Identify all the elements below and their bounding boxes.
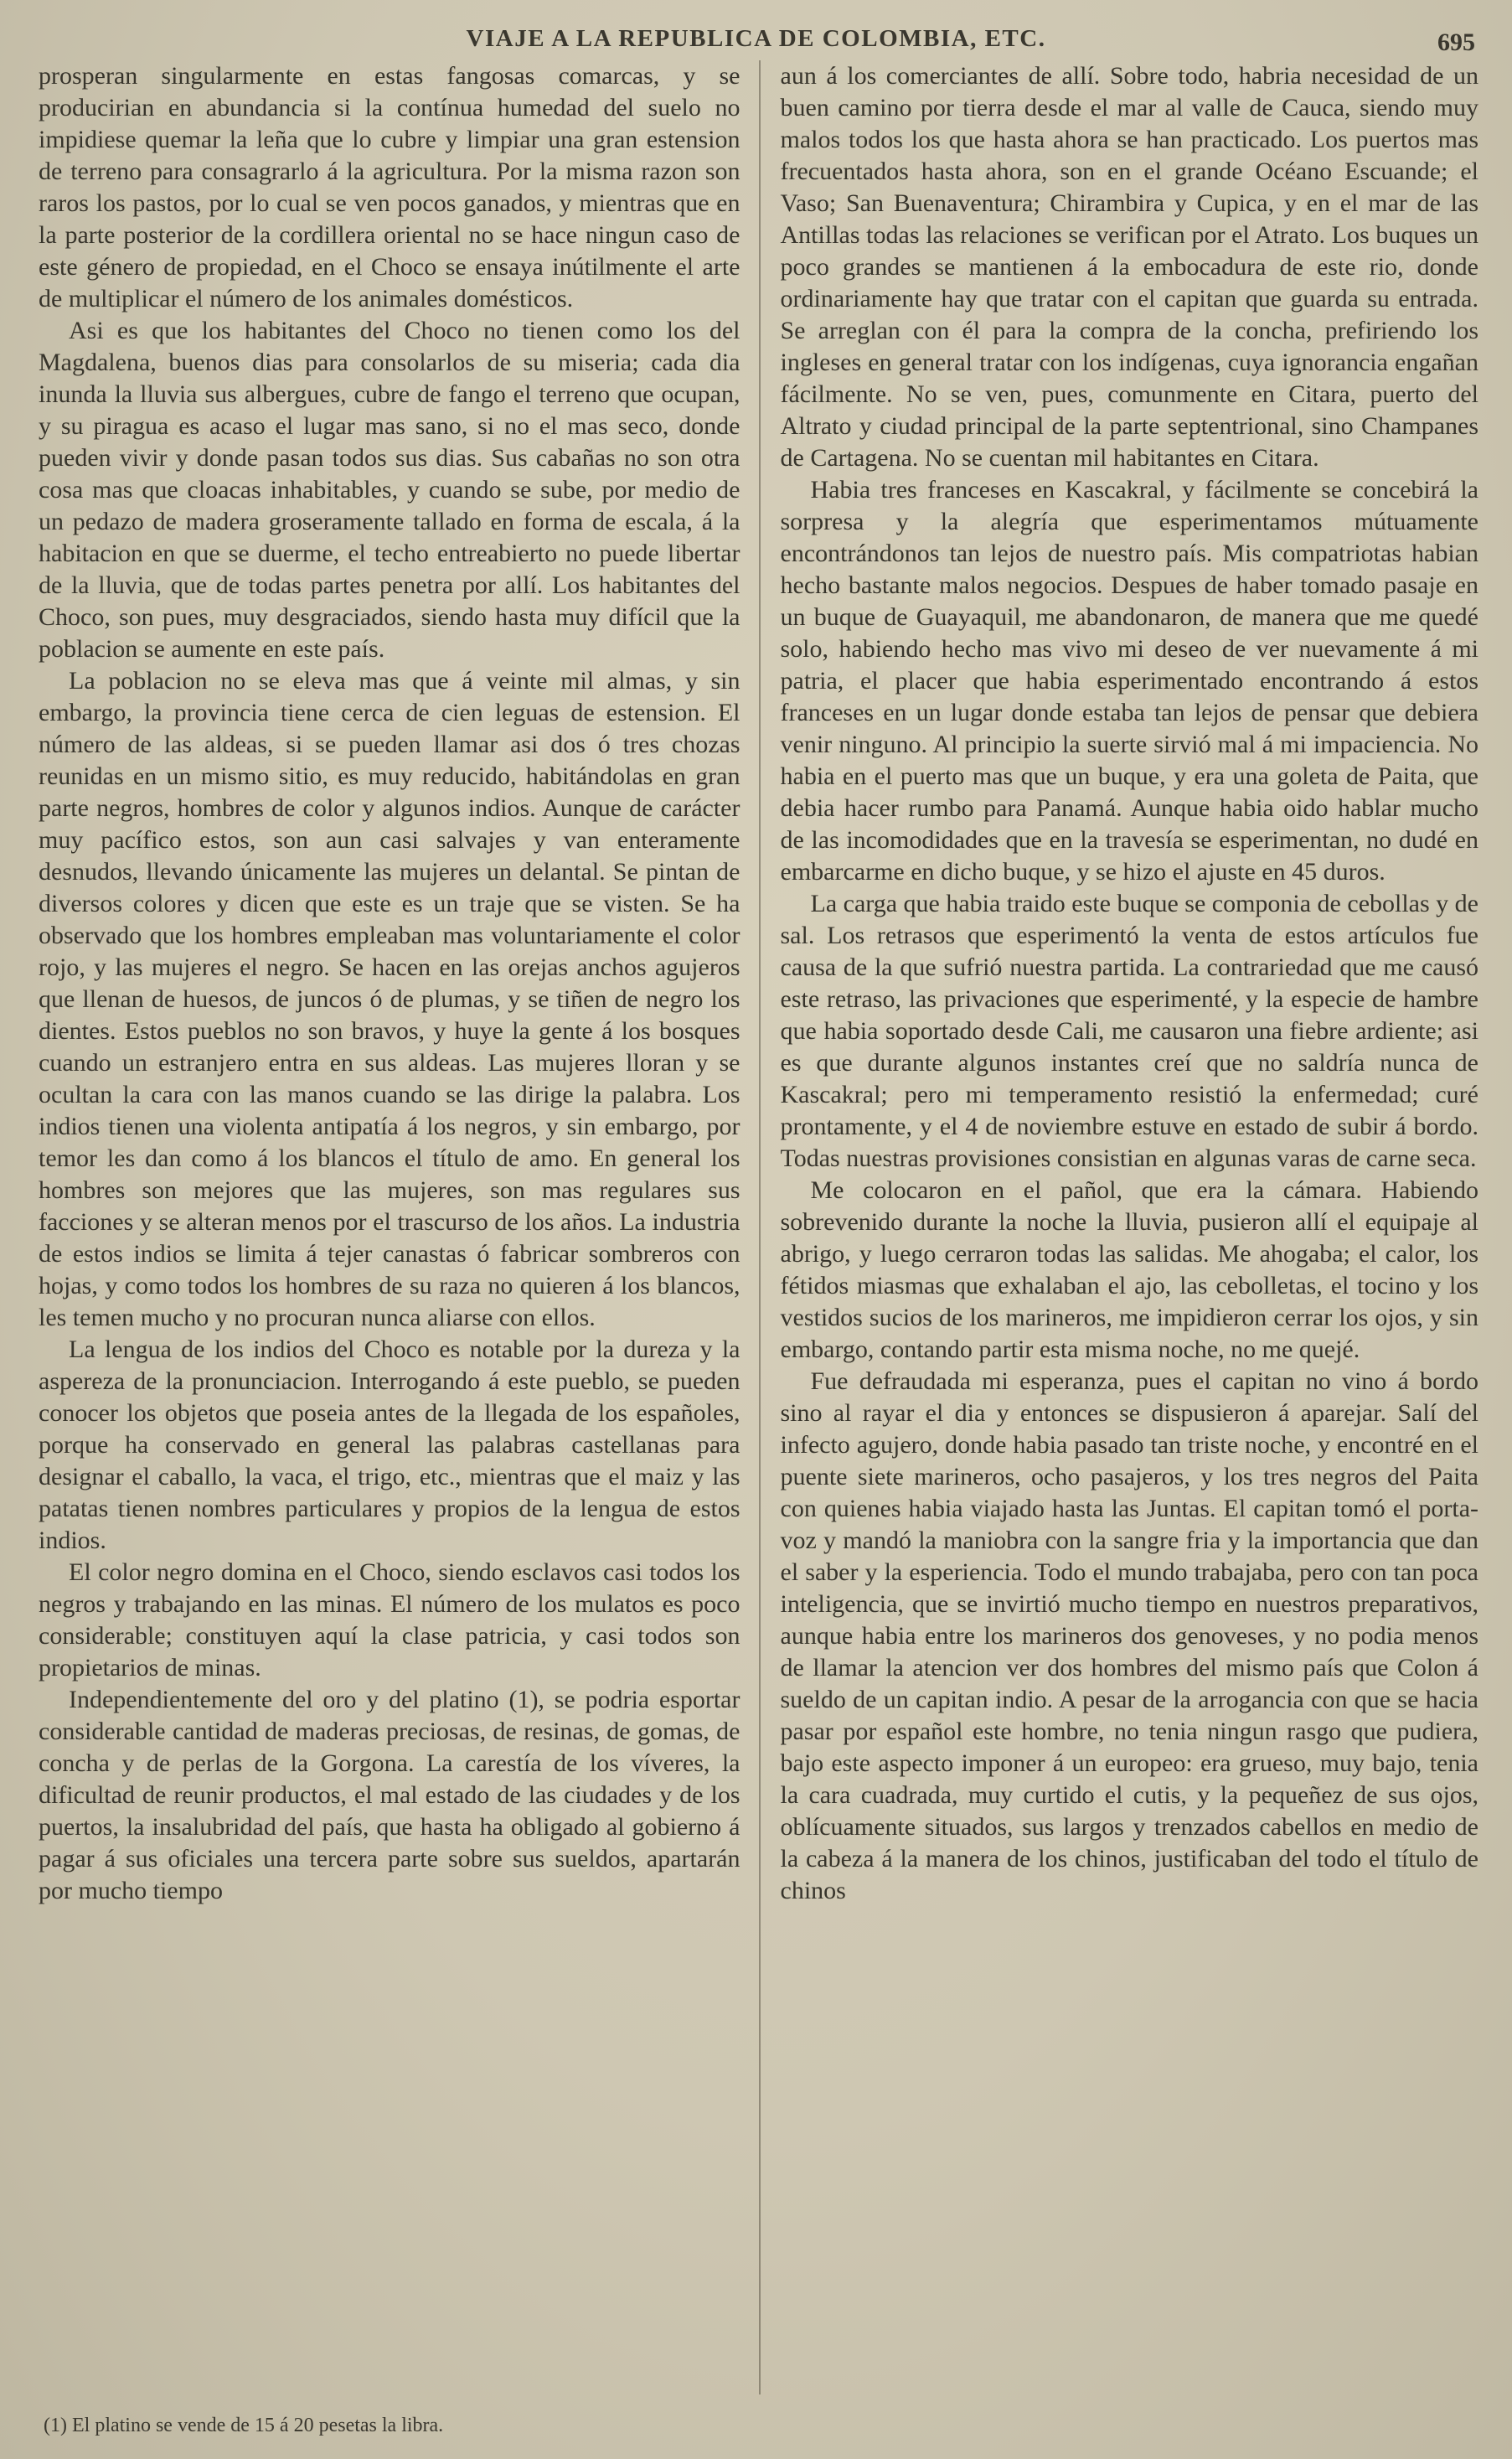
paragraph: aun á los comerciantes de allí. Sobre todo, habria necesidad de un buen camino por tierra desde el mar al valle de Cauca, siendo muy malos todos los que hasta ahora se han practicado. Los puertos mas frecuentados hasta ahora, son en el grande Océano Escuande; el Vaso; San Buenaventura; Chirambira y Cupica, y en el mar de las Antillas todas las relaciones se verifican por el Atrato. Los buques un poco grandes se mantienen á la embocadura de este rio, donde ordinariamente hay que tratar con el capitan que guarda su entrada. Se arreglan con él para la compra de la concha, prefiriendo los ingleses en general tratar con los indígenas, cuya ignorancia engañan fácilmente. No se ven, pues, comunmente en Citara, puerto del Altrato y ciudad principal de la parte septentrional, sino Champanes de Cartagena. No se cuentan mil habitantes en Citara. — [780, 62, 1478, 472]
right-column — [759, 60, 1479, 2394]
paragraph: El color negro domina en el Choco, siendo esclavos casi todos los negros y trabajando en las minas. El número de los mulatos es poco considerable; constituyen aquí la clase patricia, y casi todos son propietarios de minas. — [39, 1558, 741, 1682]
left-column — [39, 60, 759, 2394]
paragraph: Me colocaron en el pañol, que era la cámara. Habiendo sobrevenido durante la noche la lluvia, pusieron allí el equipaje al abrigo, y luego cerraron todas las salidas. Me ahogaba; el calor, los fétidos miasmas que exhalaban el ajo, las cebolletas, el tocino y los vestidos sucios de los marineros, me impidieron cerrar los ojos, y sin embargo, contando partir esta misma noche, no me quejé. — [780, 1176, 1478, 1363]
paragraph: Fue defraudada mi esperanza, pues el capitan no vino á bordo sino al rayar el dia y entonces se dispusieron á aparejar. Salí del infecto agujero, donde habia pasado tan triste noche, y encontré en el puente siete marineros, ocho pasajeros, y los tres negros del Paita con quienes habia viajado hasta las Juntas. El capitan tomó el porta-voz y mandó la maniobra con la sangre fria y la importancia que dan el saber y la esperiencia. Todo el mundo trabajaba, pero con tan poca inteligencia, que se invirtió mucho tiempo en nuestros preparativos, aunque habia entre los marineros dos genoveses, y no podia menos de llamar la atencion ver dos hombres del mismo país que Colon á sueldo de un capitan indio. A pesar de la arrogancia con que se hacia pasar por español este hombre, no tenia ningun rasgo que pudiera, bajo este aspecto imponer á un europeo: era grueso, muy bajo, tenia la cara cuadrada, muy curtido el cutis, y la pequeñez de sus ojos, oblícuamente situados, sus largos y trenzados cabellos en medio de la cabeza á la manera de los chinos, justificaban del todo el título de chinos — [780, 1367, 1478, 1904]
page-title: VIAJE A LA REPUBLICA DE COLOMBIA, ETC. — [466, 25, 1046, 52]
page-header — [0, 0, 1512, 57]
paragraph: prosperan singularmente en estas fangosas comarcas, y se producirian en abundancia si la contínua humedad del suelo no impidiese quemar la leña que lo cubre y limpiar una gran estension de terreno para consagrarlo á la agricultura. Por la misma razon son raros los pastos, por lo cual se ven pocos ganados, y mientras que en la parte posterior de la cordillera oriental no se hace ningun caso de este género de propiedad, en el Choco se ensaya inútilmente el arte de multiplicar el número de los animales domésticos. — [39, 62, 741, 313]
footnote: (1) El platino se vende de 15 á 20 pesetas la libra. — [44, 2415, 444, 2436]
text-columns — [0, 57, 1512, 2394]
paragraph: Habia tres franceses en Kascakral, y fácilmente se concebirá la sorpresa y la alegría que esperimentamos mútuamente encontrándonos tan lejos de nuestro país. Mis compatriotas habian hecho bastante malos negocios. Despues de haber tomado pasaje en un buque de Guayaquil, me abandonaron, de manera que me quedé solo, habiendo hecho mas vivo mi deseo de ver nuevamente á mi patria, el placer que habia esperimentado encontrando á estos franceses en un lugar donde estaba tan lejos de pensar que debiera venir ninguno. Al principio la suerte sirvió mal á mi impaciencia. No habia en el puerto mas que un buque, y era una goleta de Paita, que debia hacer rumbo para Panamá. Aunque habia oido hablar mucho de las incomodidades que en la travesía se esperimentan, no dudé en embarcarme en dicho buque, y se hizo el ajuste en 45 duros. — [780, 476, 1478, 886]
paragraph: Independientemente del oro y del platino (1), se podria esportar considerable cantidad de maderas preciosas, de resinas, de gomas, de concha y de perlas de la Gorgona. La carestía de los víveres, la dificultad de reunir productos, el mal estado de las ciudades y de los puertos, la insalubridad del país, que hasta ha obligado al gobierno á pagar á sus oficiales una tercera parte sobre sus sueldos, apartarán por mucho tiempo — [39, 1686, 741, 1904]
paragraph: La lengua de los indios del Choco es notable por la dureza y la aspereza de la pronunciacion. Interrogando á este pueblo, se pueden conocer los objetos que poseia antes de la llegada de los españoles, porque ha conservado en general las palabras castellanas para designar el caballo, la vaca, el trigo, etc., mientras que el maiz y las patatas tienen nombres particulares y propios de la lengua de estos indios. — [39, 1335, 741, 1554]
paragraph: La poblacion no se eleva mas que á veinte mil almas, y sin embargo, la provincia tiene cerca de cien leguas de estension. El número de las aldeas, si se pueden llamar asi dos ó tres chozas reunidas en un mismo sitio, es muy reducido, habitándolas en gran parte negros, hombres de color y algunos indios. Aunque de carácter muy pacífico estos, son aun casi salvajes y van enteramente desnudos, llevando únicamente las mujeres un delantal. Se pintan de diversos colores y dicen que este es un traje que se visten. Se ha observado que los hombres empleaban mas voluntariamente el color rojo, y las mujeres el negro. Se hacen en las orejas anchos agujeros que llenan de huesos, de juncos ó de plumas, y se tiñen de negro los dientes. Estos pueblos no son bravos, y huye la gente á los bosques cuando un estranjero entra en sus aldeas. Las mujeres lloran y se ocultan la cara con las manos cuando se las dirige la palabra. Los indios tienen una violenta antipatía á los negros, y sin embargo, por temor les dan como á los blancos el título de amo. En general los hombres son mejores que las mujeres, son mas regulares sus facciones y se alteran menos por el trascurso de los años. La industria de estos indios se limita á tejer canastas ó fabricar sombreros con hojas, y como todos los hombres de su raza no quieren á los blancos, les temen mucho y no procuran nunca aliarse con ellos. — [39, 667, 741, 1331]
paragraph: La carga que habia traido este buque se componia de cebollas y de sal. Los retrasos que esperimentó la venta de estos artículos fue causa de la que sufrió nuestra partida. La contrariedad que me causó este retraso, las privaciones que esperimenté, y la especie de hambre que habia soportado desde Cali, me causaron una fiebre ardiente; asi es que durante algunos instantes creí que no saldría nunca de Kascakral; pero mi temperamento resistió la enfermedad; curé prontamente, y el 4 de noviembre estuve en estado de subir á bordo. Todas nuestras provisiones consistian en algunas varas de carne seca. — [780, 890, 1478, 1172]
page-number: 695 — [1437, 28, 1475, 56]
paragraph: Asi es que los habitantes del Choco no tienen como los del Magdalena, buenos dias para consolarlos de su miseria; cada dia inunda la lluvia sus albergues, cubre de fango el terreno que ocupan, y su piragua es acaso el lugar mas sano, si no el mas seco, donde pueden vivir y donde pasan todos sus dias. Sus cabañas no son otra cosa mas que cloacas inhabitables, y cuando se sube, por medio de un pedazo de madera groseramente tallado en forma de escala, á la habitacion en que se duerme, el techo entreabierto no puede libertar de la lluvia, que de todas partes penetra por allí. Los habitantes del Choco, son pues, muy desgraciados, siendo hasta muy difícil que la poblacion se aumente en este país. — [39, 317, 741, 663]
